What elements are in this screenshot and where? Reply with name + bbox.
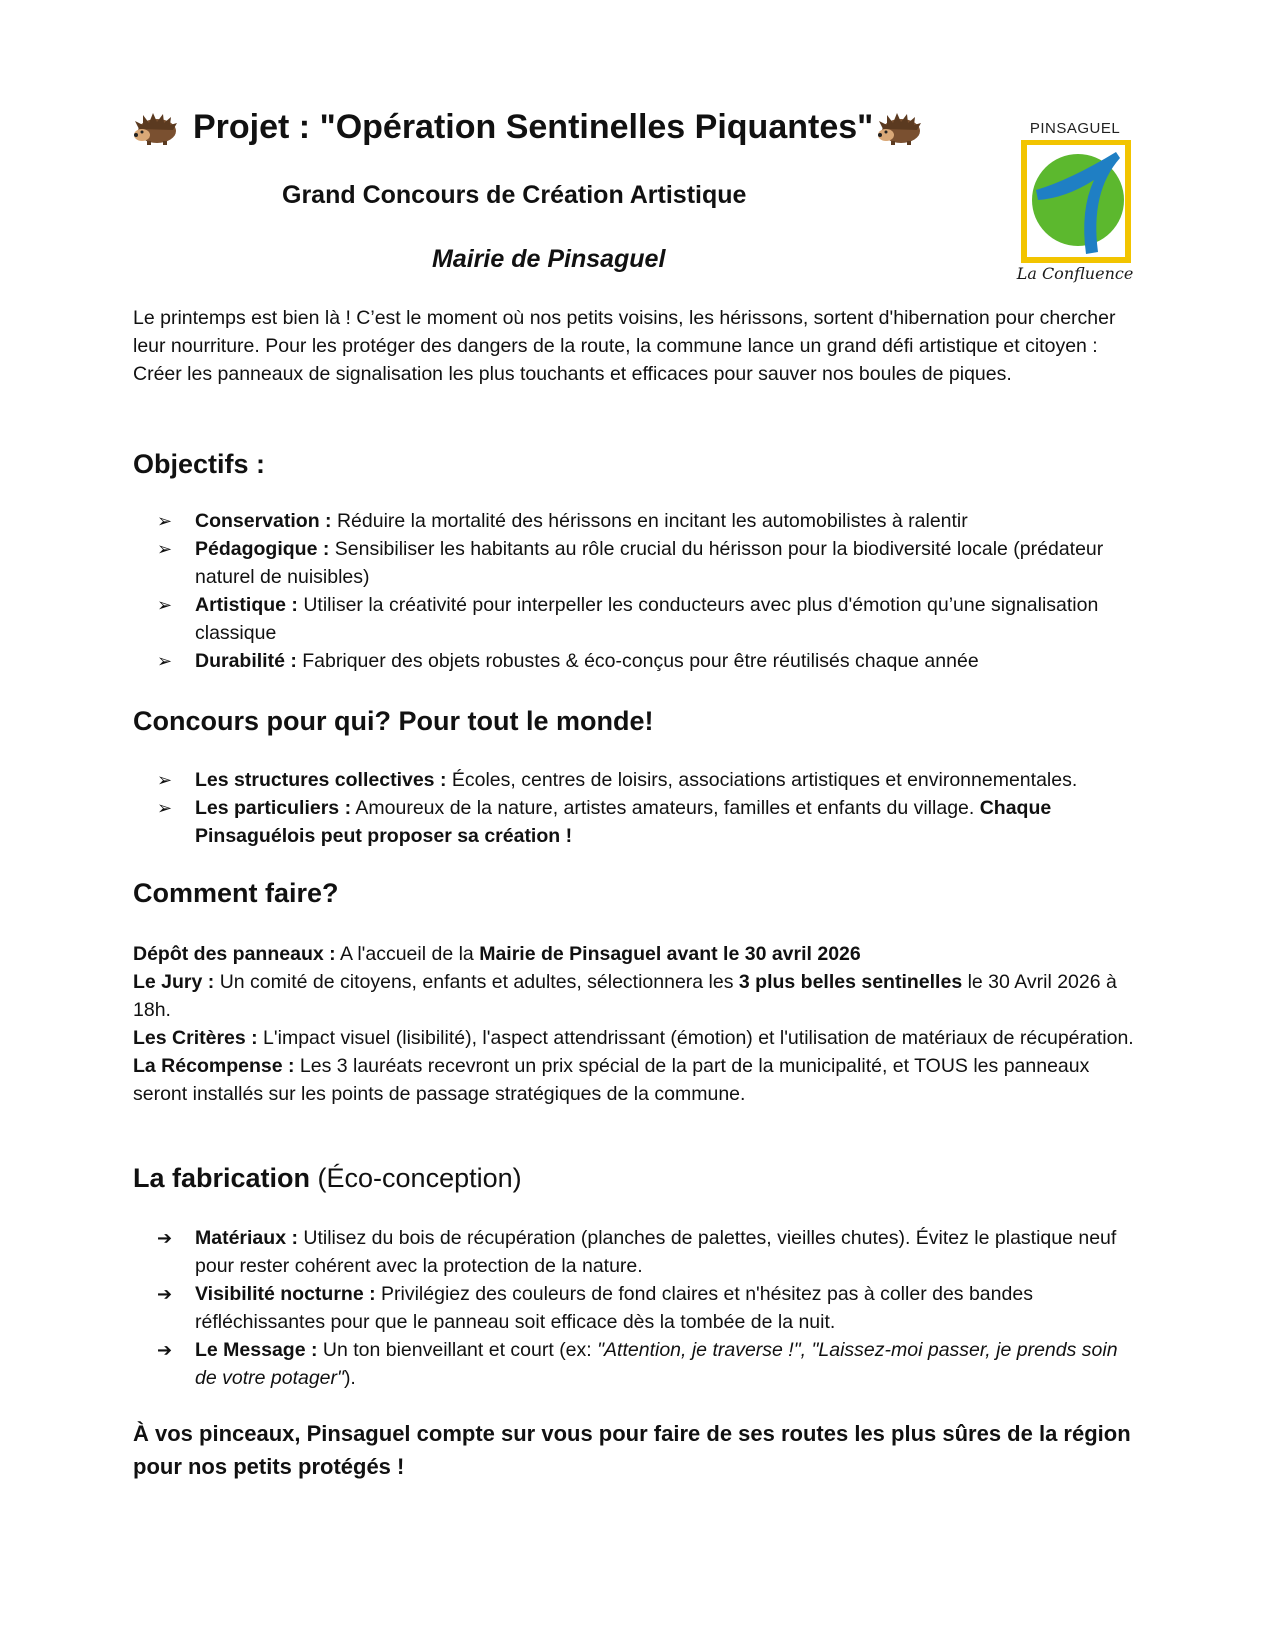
item-text: Un ton bienveillant et court (ex: (317, 1339, 598, 1361)
item-text: Amoureux de la nature, artistes amateurs, familles et enfants du village. (351, 797, 980, 819)
title-text: Projet : "Opération Sentinelles Piquantes" (193, 108, 874, 146)
fabrication-list (133, 1224, 1143, 1392)
concours-list (133, 766, 1143, 850)
hedgehog-icon (877, 111, 923, 145)
list-item (133, 1336, 1143, 1392)
item-label: Artistique : (195, 594, 298, 616)
jury-tail: le 30 Avril 2026 à 18h. (133, 971, 1117, 1021)
concours-heading: Concours pour qui? Pour tout le monde! (133, 706, 654, 736)
item-label: Le Message : (195, 1339, 318, 1361)
item-label: Durabilité : (195, 650, 297, 672)
recompense-label: La Récompense : (133, 1055, 295, 1077)
list-item (133, 794, 1143, 850)
item-label: Conservation : (195, 510, 332, 532)
arrowhead-icon: ➢ (157, 770, 173, 790)
fabrication-heading (133, 1163, 522, 1194)
jury-text: Un comité de citoyens, enfants et adultes, sélectionnera les (214, 971, 739, 993)
message-quote: "Attention, je traverse !", "Laissez-moi passer, je prends soin de votre potager" (195, 1339, 1118, 1389)
arrow-icon: ➔ (157, 1340, 173, 1360)
criteres-text: L'impact visuel (lisibilité), l'aspect attendrissant (émotion) et l'utilisation de matériaux de récupération. (257, 1027, 1134, 1049)
item-label: Les structures collectives : (195, 769, 447, 791)
jury-line (133, 968, 1143, 1024)
list-item (133, 507, 1143, 535)
recompense-text: Les 3 lauréats recevront un prix spécial de la part de la municipalité, et TOUS les panneaux seront installés sur les points de passage stratégiques de la commune. (133, 1055, 1090, 1105)
item-text: Utilisez du bois de récupération (planches de palettes, vieilles chutes). Évitez le plastique neuf pour rester cohérent avec la protection de la nature. (195, 1227, 1117, 1277)
depot-label: Dépôt des panneaux : (133, 943, 336, 965)
intro-paragraph (133, 304, 1143, 388)
item-text: Fabriquer des objets robustes & éco-conçus pour être réutilisés chaque année (296, 650, 979, 672)
fabrication-heading-rest: (Éco-conception) (310, 1163, 522, 1193)
item-label: Les particuliers : (195, 797, 352, 819)
jury-strong: 3 plus belles sentinelles (738, 971, 963, 993)
closing-statement: À vos pinceaux, Pinsaguel compte sur vous pour faire de ses routes les plus sûres de la région pour nos petits protégés ! (133, 1421, 1131, 1479)
list-item (133, 1224, 1143, 1280)
item-text: Privilégiez des couleurs de fond claires et n'hésitez pas à coller des bandes réfléchissantes pour que le panneau soit efficace dès la tombée de la nuit. (195, 1283, 1033, 1333)
list-item (133, 591, 1143, 647)
item-label: Matériaux : (195, 1227, 298, 1249)
comment-heading: Comment faire? (133, 878, 339, 908)
organizer: Mairie de Pinsaguel (432, 245, 666, 273)
comment-section (133, 940, 1143, 1108)
criteres-line (133, 1024, 1143, 1052)
criteres-label: Les Critères : (133, 1027, 258, 1049)
pinsaguel-logo (1010, 120, 1140, 290)
arrowhead-icon: ➢ (157, 651, 173, 671)
fabrication-heading-strong: La fabrication (133, 1163, 311, 1193)
objectifs-heading: Objectifs : (133, 449, 266, 479)
arrowhead-icon: ➢ (157, 798, 173, 818)
item-text: Réduire la mortalité des hérissons en incitant les automobilistes à ralentir (331, 510, 968, 532)
arrow-icon: ➔ (157, 1284, 173, 1304)
logo-emblem-icon (1020, 140, 1132, 264)
jury-label: Le Jury : (133, 971, 215, 993)
logo-top-text: PINSAGUEL (1029, 120, 1121, 137)
item-label: Visibilité nocturne : (195, 1283, 376, 1305)
logo-bottom-text: La Confluence (1016, 264, 1134, 283)
list-item (133, 647, 1143, 675)
hedgehog-icon (133, 111, 179, 145)
document-title (133, 108, 923, 147)
objectifs-list (133, 507, 1143, 675)
item-label: Pédagogique : (195, 538, 330, 560)
intro-line-2: Créer les panneaux de signalisation les plus touchants et efficaces pour sauver nos boules de piques. (133, 363, 1012, 385)
item-text: Utiliser la créativité pour interpeller les conducteurs avec plus d'émotion qu’une signalisation classique (195, 594, 1099, 644)
item-text: Écoles, centres de loisirs, associations artistiques et environnementales. (446, 769, 1078, 791)
item-strong-tail: Chaque Pinsaguélois peut proposer sa création ! (195, 797, 1052, 847)
arrowhead-icon: ➢ (157, 595, 173, 615)
depot-text: A l'accueil de la (335, 943, 480, 965)
item-text: Sensibiliser les habitants au rôle crucial du hérisson pour la biodiversité locale (prédateur naturel de nuisibles) (195, 538, 1104, 588)
subtitle: Grand Concours de Création Artistique (282, 181, 747, 209)
list-item (133, 1280, 1143, 1336)
message-tail: ). (343, 1367, 356, 1389)
arrowhead-icon: ➢ (157, 511, 173, 531)
depot-line (133, 940, 1143, 968)
intro-line-1: Le printemps est bien là ! C’est le moment où nos petits voisins, les hérissons, sortent d'hibernation pour chercher leur nourriture. Pour les protéger des dangers de la route, la commune lance un grand défi artistique et citoyen : (133, 307, 1116, 357)
arrow-icon: ➔ (157, 1228, 173, 1248)
arrowhead-icon: ➢ (157, 539, 173, 559)
list-item (133, 766, 1143, 794)
depot-strong: Mairie de Pinsaguel avant le 30 avril 2026 (479, 943, 861, 965)
recompense-line (133, 1052, 1143, 1108)
list-item (133, 535, 1143, 591)
